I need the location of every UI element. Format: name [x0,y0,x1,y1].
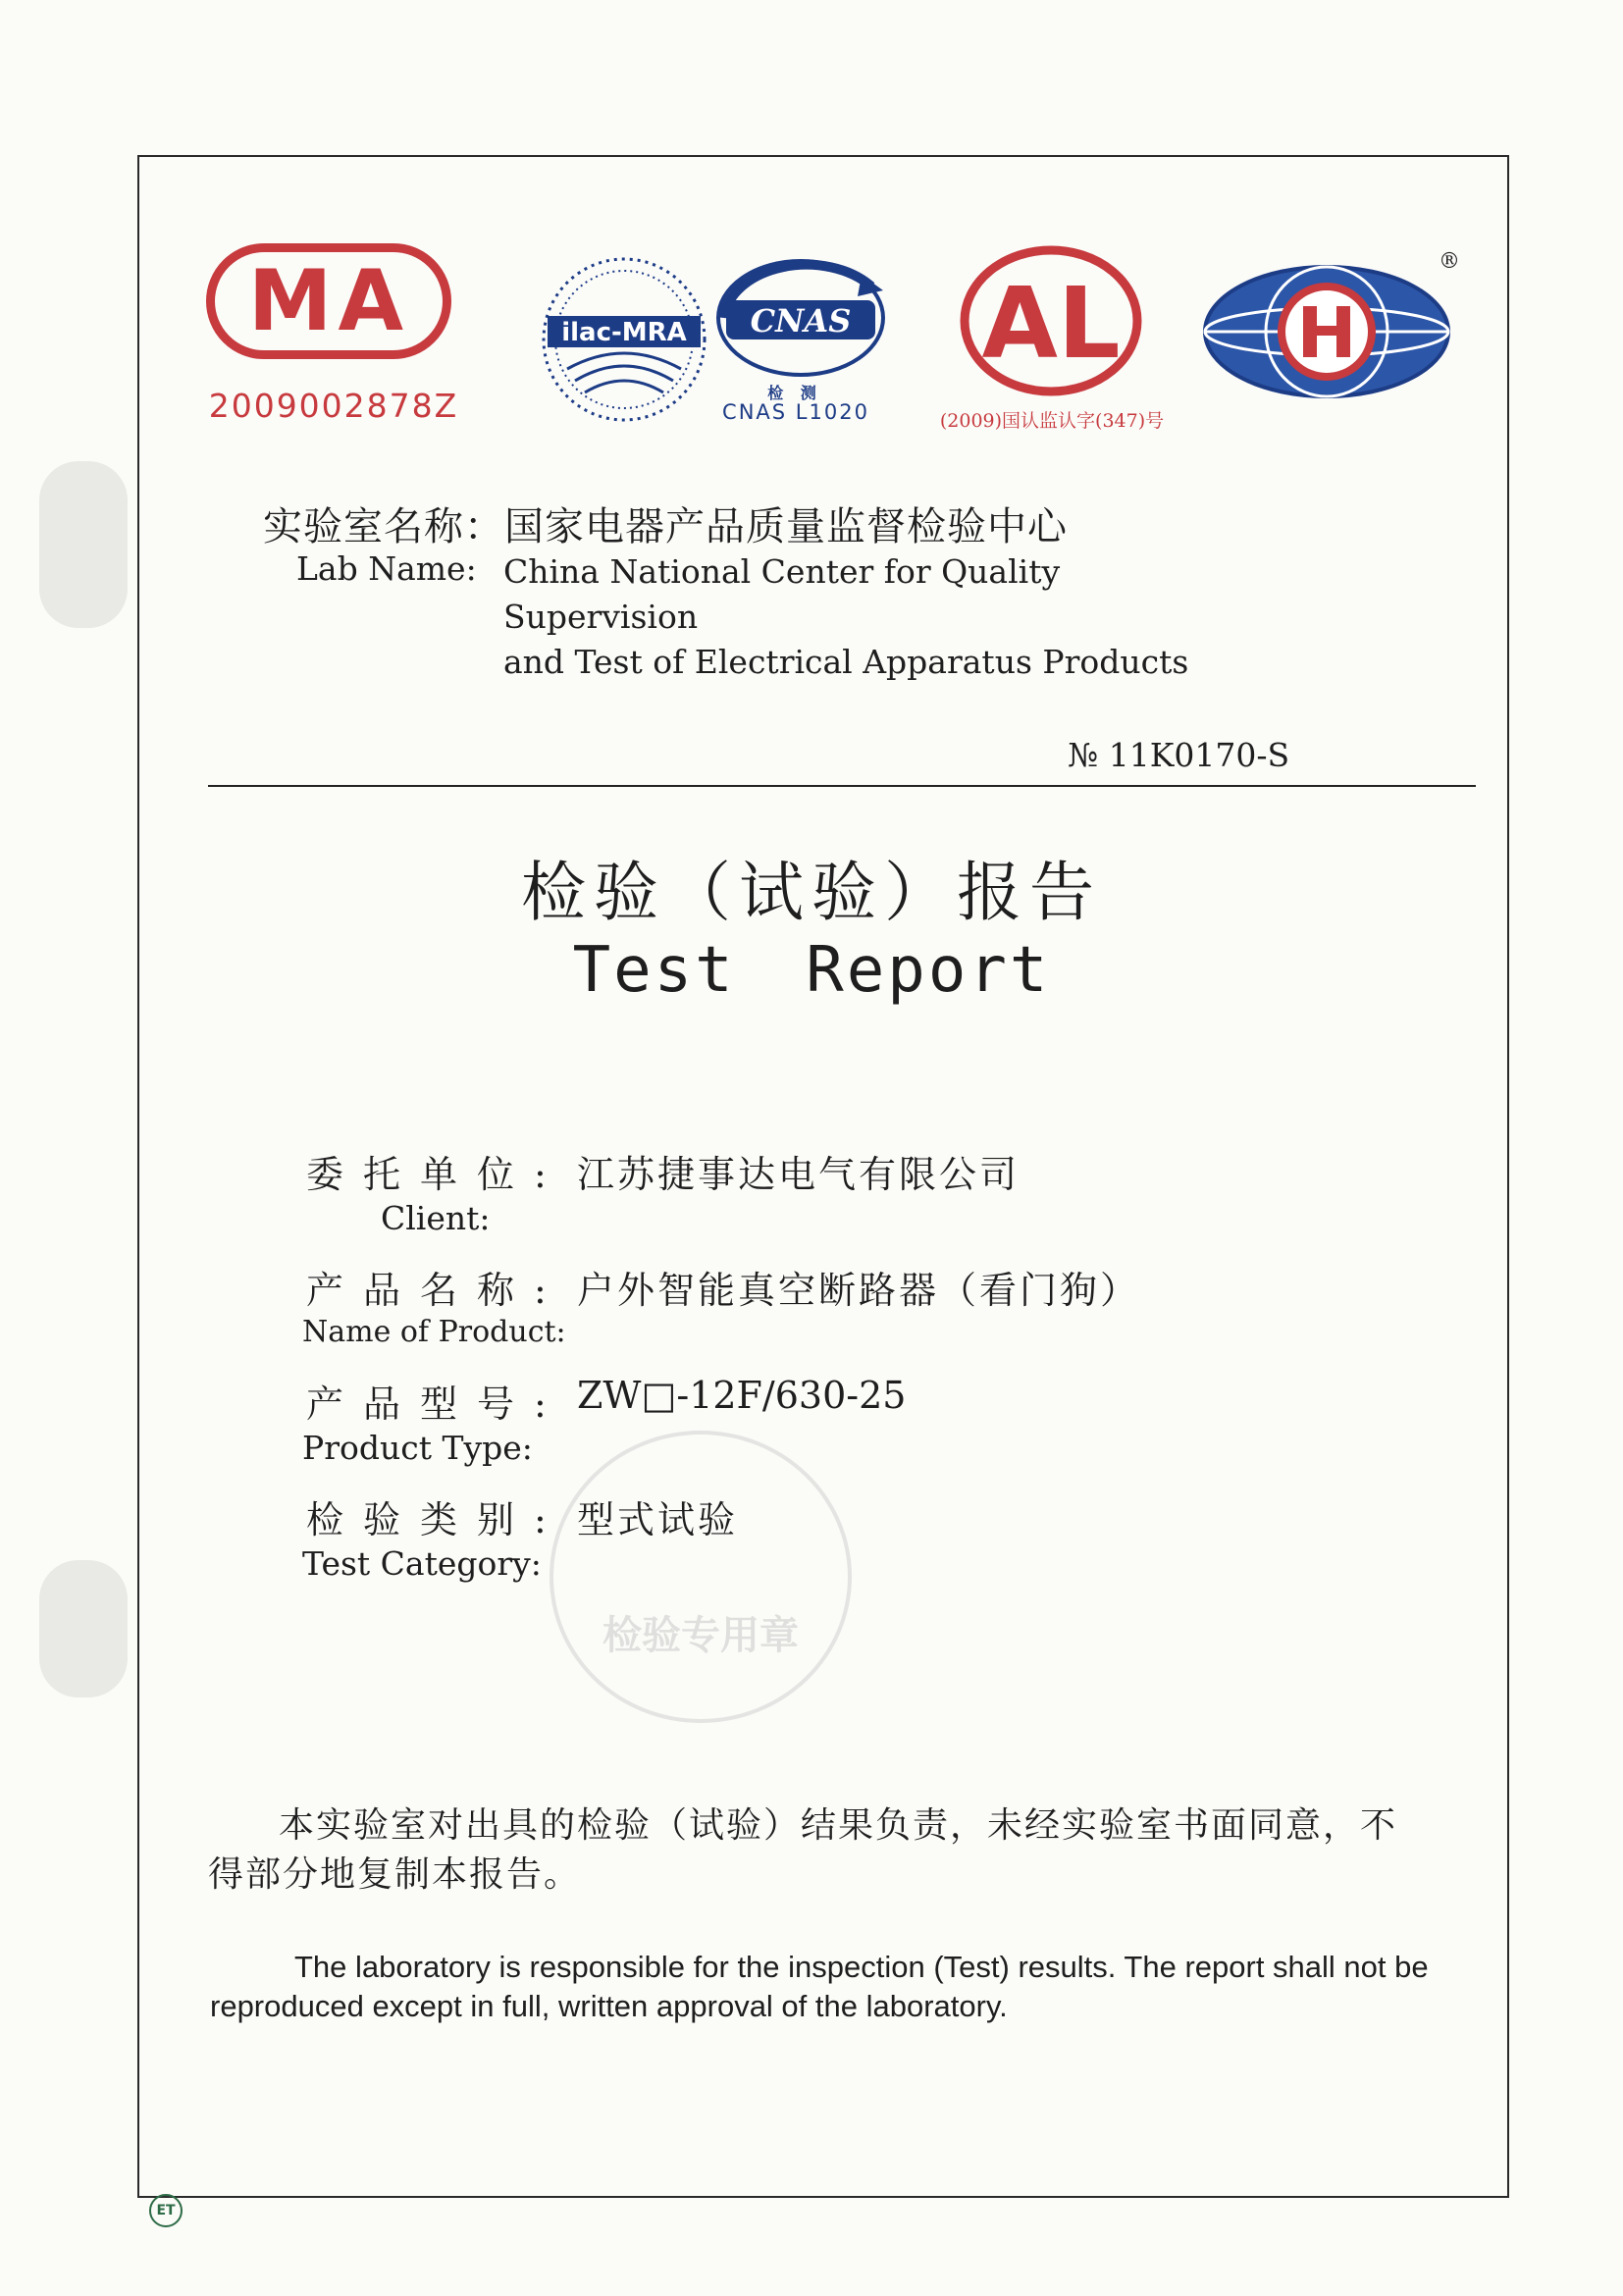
product-name-label-en: Name of Product: [302,1315,566,1349]
product-name-value: 户外智能真空断路器（看门狗） [577,1269,1141,1312]
cnas-number: CNAS L1020 [722,400,869,424]
test-category-label-cn: 检验类别: [306,1498,566,1541]
cnas-logo [714,257,887,383]
client-label-cn: 委托单位: [306,1153,566,1196]
client-label-en: Client: [381,1199,491,1237]
ilac-mra-text: ilac-MRA [561,318,687,347]
et-mark: ET [149,2194,183,2227]
seal-text: 检验专用章 [602,1612,799,1658]
client-value: 江苏捷事达电气有限公司 [577,1153,1021,1196]
lab-name-en [503,549,1249,685]
product-type-value: ZW□-12F/630-25 [577,1374,907,1417]
al-text: AL [981,266,1121,381]
divider [208,785,1476,787]
al-number: (2009)国认监认字(347)号 [939,410,1165,432]
cma-number: 2009002878Z [208,387,459,425]
lab-name-en-line2: and Test of Electrical Apparatus Products [503,643,1189,681]
cma-logo: MA [206,243,451,359]
product-name-label-cn: 产品名称: [306,1269,566,1312]
paper-wear-bottom [39,1560,128,1697]
lab-name-en-label: Lab Name: [296,549,477,588]
disclaimer-en: The laboratory is responsible for the inspection (Test) results. The report shall not be reproduced except in full, written approval of the laboratory. [210,1950,1429,2023]
lab-name-cn: 实验室名称：国家电器产品质量监督检验中心 [263,504,1068,549]
registered-mark: ® [1439,249,1460,274]
paper-wear-top [39,461,128,628]
report-title-en: Test Report [572,934,1051,1007]
product-type-label-en: Product Type: [302,1429,533,1467]
cnas-text: CNAS [750,302,852,339]
lab-name-en-line1: China National Center for Quality Supervision [503,552,1061,636]
cqc-globe-logo [1201,257,1472,404]
report-title-cn: 检验（试验）报告 [521,855,1102,930]
al-logo [958,243,1144,398]
test-category-label-en: Test Category: [302,1544,542,1583]
disclaimer-cn: 本实验室对出具的检验（试验）结果负责，未经实验室书面同意，不得部分地复制本报告。 [208,1805,1398,1895]
product-type-label-cn: 产品型号: [306,1383,566,1426]
test-category-value: 型式试验 [577,1498,739,1541]
inspection-seal [550,1431,852,1723]
cnas-sub-label: 检 测 [767,384,822,402]
report-number: № 11K0170-S [1068,736,1290,774]
ilac-mra-logo [538,253,710,426]
